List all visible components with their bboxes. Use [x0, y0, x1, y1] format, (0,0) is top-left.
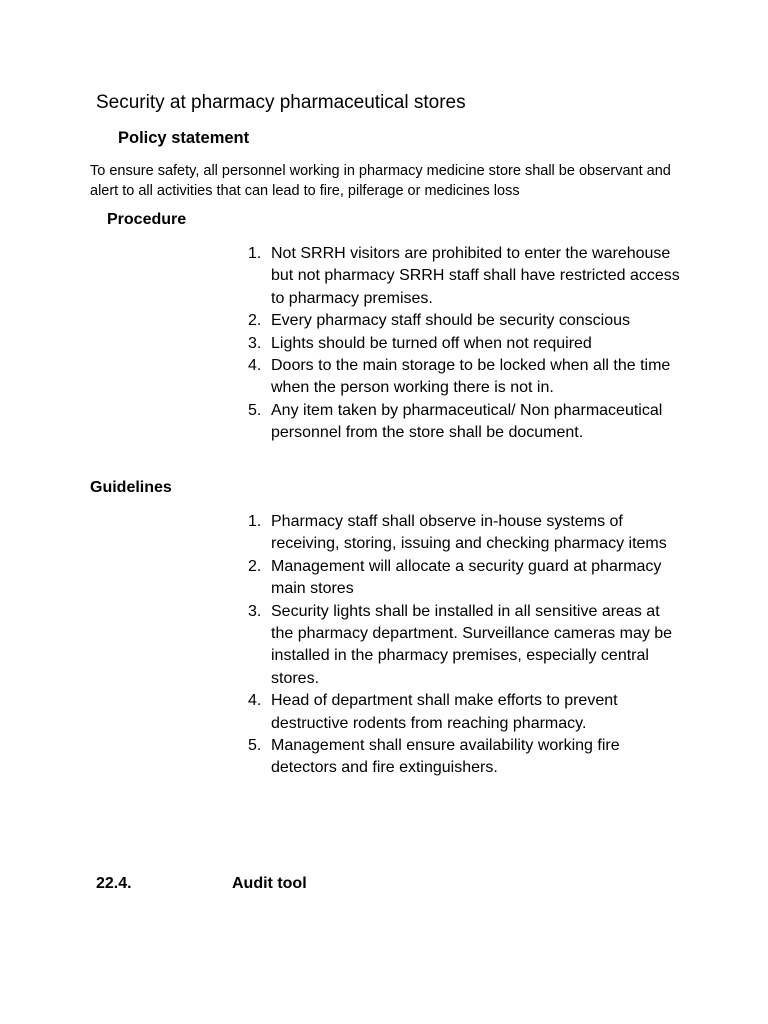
- list-item: [244, 511, 684, 556]
- list-item-text: Management will allocate a security guard at pharmacy main stores: [271, 557, 662, 598]
- section-title: Audit tool: [232, 875, 307, 892]
- policy-statement-heading: Policy statement: [118, 129, 250, 147]
- list-item-number: 1.: [248, 245, 262, 262]
- list-item-number: 4.: [248, 357, 262, 375]
- list-item-number: 5.: [248, 401, 262, 419]
- list-item-text: Security lights shall be installed in all sensitive areas at the pharmacy department. Surveillance cameras may be installed in the pharmacy premises, especially central stores.: [271, 602, 673, 687]
- list-item: [244, 735, 684, 780]
- list-item-number: 2.: [248, 312, 262, 330]
- list-item: [244, 556, 684, 601]
- list-item-text: Every pharmacy staff should be security conscious: [271, 312, 630, 330]
- list-item-text: Lights should be turned off when not required: [271, 334, 592, 352]
- list-item-text: Any item taken by pharmaceutical/ Non pharmaceutical personnel from the store shall be document.: [271, 401, 663, 442]
- list-item-text: Not SRRH visitors are prohibited to enter the warehouse but not pharmacy SRRH staff shall have restricted access to pharmacy premises.: [271, 245, 680, 307]
- list-item: [244, 310, 684, 332]
- guidelines-heading: Guidelines: [90, 479, 172, 496]
- list-item-number: 5.: [248, 737, 262, 755]
- list-item-number: 3.: [248, 602, 262, 620]
- list-item-number: 1.: [248, 513, 262, 530]
- procedure-list: [244, 243, 684, 445]
- procedure-heading: Procedure: [107, 211, 187, 228]
- list-item-number: 2.: [248, 557, 262, 575]
- list-item-text: Head of department shall make efforts to prevent destructive rodents from reaching pharmacy.: [271, 692, 618, 732]
- list-item: [244, 601, 684, 691]
- list-item: [244, 400, 684, 445]
- list-item-number: 3.: [248, 334, 262, 352]
- list-item: [244, 690, 684, 735]
- policy-statement-text: To ensure safety, all personnel working in pharmacy medicine store shall be observant and alert to all activities that can lead to fire, pilferage or medicines loss: [90, 163, 671, 199]
- list-item-text: Management shall ensure availability working fire detectors and fire extinguishers.: [271, 737, 620, 777]
- list-item: [244, 243, 684, 310]
- list-item-number: 4.: [248, 692, 262, 710]
- list-item-text: Pharmacy staff shall observe in-house systems of receiving, storing, issuing and checking pharmacy items: [271, 513, 667, 553]
- section-number: 22.4.: [96, 875, 132, 892]
- list-item: [244, 355, 684, 400]
- guidelines-list: [244, 511, 684, 780]
- list-item: [244, 333, 684, 355]
- list-item-text: Doors to the main storage to be locked when all the time when the person working there is not in.: [271, 357, 671, 397]
- document-title: Security at pharmacy pharmaceutical stores: [96, 92, 466, 113]
